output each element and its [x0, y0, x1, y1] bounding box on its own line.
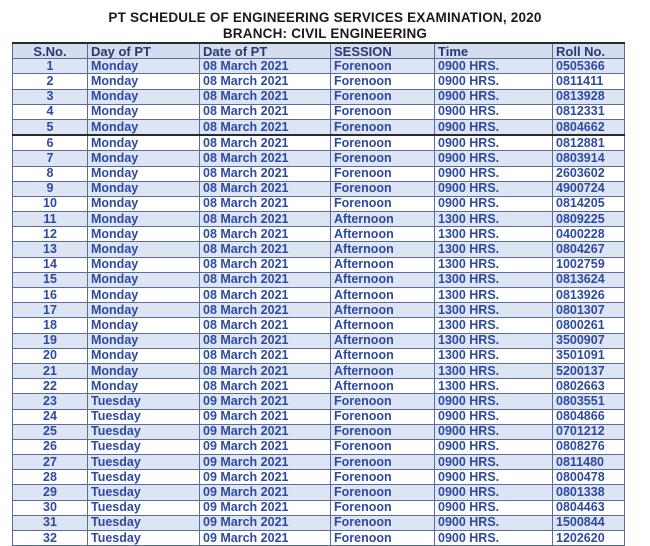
cell-day: Tuesday [88, 500, 200, 515]
cell-session: Afternoon [331, 227, 435, 242]
cell-roll-no: 0808276 [553, 439, 625, 454]
cell-day: Monday [88, 74, 200, 89]
cell-roll-no: 3500907 [553, 333, 625, 348]
cell-time: 1300 HRS. [435, 303, 553, 318]
cell-session: Afternoon [331, 333, 435, 348]
cell-sno: 20 [13, 348, 88, 363]
cell-session: Forenoon [331, 424, 435, 439]
cell-day: Tuesday [88, 409, 200, 424]
cell-day: Monday [88, 181, 200, 196]
cell-day: Tuesday [88, 394, 200, 409]
cell-day: Monday [88, 151, 200, 166]
cell-roll-no: 4900724 [553, 181, 625, 196]
cell-roll-no: 0802663 [553, 379, 625, 394]
table-row [13, 89, 625, 104]
cell-session: Afternoon [331, 288, 435, 303]
table-row [13, 272, 625, 287]
cell-day: Monday [88, 288, 200, 303]
cell-day: Monday [88, 119, 200, 135]
cell-day: Tuesday [88, 424, 200, 439]
cell-session: Forenoon [331, 470, 435, 485]
cell-session: Forenoon [331, 455, 435, 470]
cell-session: Forenoon [331, 151, 435, 166]
cell-date: 09 March 2021 [200, 439, 331, 454]
cell-sno: 15 [13, 272, 88, 287]
cell-session: Afternoon [331, 257, 435, 272]
cell-time: 0900 HRS. [435, 166, 553, 181]
cell-session: Forenoon [331, 409, 435, 424]
cell-roll-no: 3501091 [553, 348, 625, 363]
cell-session: Forenoon [331, 439, 435, 454]
cell-time: 0900 HRS. [435, 196, 553, 211]
schedule-title: PT SCHEDULE OF ENGINEERING SERVICES EXAMINATION, 2020 [108, 10, 542, 25]
cell-day: Monday [88, 135, 200, 151]
cell-time: 0900 HRS. [435, 409, 553, 424]
table-row [13, 181, 625, 196]
cell-sno: 22 [13, 379, 88, 394]
cell-sno: 11 [13, 212, 88, 227]
cell-date: 08 March 2021 [200, 74, 331, 89]
cell-day: Tuesday [88, 515, 200, 530]
schedule-body [13, 59, 625, 546]
cell-sno: 9 [13, 181, 88, 196]
cell-date: 09 March 2021 [200, 500, 331, 515]
cell-day: Monday [88, 379, 200, 394]
cell-roll-no: 0801307 [553, 303, 625, 318]
cell-sno: 12 [13, 227, 88, 242]
cell-roll-no: 0803551 [553, 394, 625, 409]
pt-schedule-table [12, 42, 625, 546]
cell-date: 08 March 2021 [200, 104, 331, 119]
cell-session: Afternoon [331, 272, 435, 287]
cell-date: 09 March 2021 [200, 470, 331, 485]
cell-sno: 17 [13, 303, 88, 318]
cell-session: Afternoon [331, 212, 435, 227]
cell-time: 1300 HRS. [435, 257, 553, 272]
cell-roll-no: 5200137 [553, 363, 625, 378]
table-row [13, 500, 625, 515]
table-row [13, 119, 625, 135]
table-row [13, 242, 625, 257]
cell-roll-no: 0813926 [553, 288, 625, 303]
cell-sno: 24 [13, 409, 88, 424]
cell-session: Forenoon [331, 59, 435, 74]
cell-roll-no: 1500844 [553, 515, 625, 530]
table-row [13, 257, 625, 272]
cell-time: 1300 HRS. [435, 333, 553, 348]
cell-sno: 27 [13, 455, 88, 470]
cell-session: Forenoon [331, 394, 435, 409]
cell-session: Forenoon [331, 531, 435, 546]
cell-session: Afternoon [331, 363, 435, 378]
table-row [13, 439, 625, 454]
cell-date: 08 March 2021 [200, 348, 331, 363]
table-row [13, 515, 625, 530]
table-row [13, 288, 625, 303]
cell-session: Forenoon [331, 119, 435, 135]
cell-sno: 10 [13, 196, 88, 211]
table-row [13, 74, 625, 89]
cell-date: 09 March 2021 [200, 515, 331, 530]
cell-sno: 8 [13, 166, 88, 181]
cell-time: 0900 HRS. [435, 59, 553, 74]
cell-sno: 29 [13, 485, 88, 500]
cell-session: Forenoon [331, 500, 435, 515]
cell-time: 1300 HRS. [435, 212, 553, 227]
cell-roll-no: 0814205 [553, 196, 625, 211]
cell-date: 08 March 2021 [200, 119, 331, 135]
table-row [13, 227, 625, 242]
cell-time: 1300 HRS. [435, 227, 553, 242]
cell-date: 08 March 2021 [200, 166, 331, 181]
cell-time: 0900 HRS. [435, 89, 553, 104]
cell-time: 0900 HRS. [435, 394, 553, 409]
cell-day: Tuesday [88, 439, 200, 454]
table-row [13, 333, 625, 348]
cell-sno: 23 [13, 394, 88, 409]
cell-day: Monday [88, 257, 200, 272]
table-row [13, 151, 625, 166]
column-header-roll-no: Roll No. [553, 43, 625, 59]
cell-date: 08 March 2021 [200, 196, 331, 211]
table-row [13, 485, 625, 500]
cell-session: Forenoon [331, 74, 435, 89]
table-row [13, 303, 625, 318]
table-row [13, 363, 625, 378]
cell-time: 0900 HRS. [435, 119, 553, 135]
cell-time: 0900 HRS. [435, 151, 553, 166]
cell-time: 0900 HRS. [435, 439, 553, 454]
cell-roll-no: 0804463 [553, 500, 625, 515]
cell-day: Tuesday [88, 531, 200, 546]
cell-sno: 21 [13, 363, 88, 378]
cell-sno: 7 [13, 151, 88, 166]
cell-sno: 31 [13, 515, 88, 530]
cell-date: 09 March 2021 [200, 424, 331, 439]
cell-session: Afternoon [331, 379, 435, 394]
cell-time: 1300 HRS. [435, 272, 553, 287]
cell-session: Forenoon [331, 104, 435, 119]
cell-roll-no: 2603602 [553, 166, 625, 181]
cell-roll-no: 0812331 [553, 104, 625, 119]
cell-date: 09 March 2021 [200, 409, 331, 424]
cell-roll-no: 0701212 [553, 424, 625, 439]
table-row [13, 379, 625, 394]
table-row [13, 196, 625, 211]
cell-date: 08 March 2021 [200, 303, 331, 318]
cell-time: 1300 HRS. [435, 363, 553, 378]
cell-session: Afternoon [331, 242, 435, 257]
cell-date: 09 March 2021 [200, 455, 331, 470]
table-row [13, 470, 625, 485]
cell-time: 1300 HRS. [435, 242, 553, 257]
table-row [13, 166, 625, 181]
table-row [13, 59, 625, 74]
cell-time: 0900 HRS. [435, 470, 553, 485]
column-header-time: Time [435, 43, 553, 59]
cell-day: Monday [88, 272, 200, 287]
cell-time: 0900 HRS. [435, 500, 553, 515]
cell-roll-no: 0800478 [553, 470, 625, 485]
cell-roll-no: 1002759 [553, 257, 625, 272]
cell-roll-no: 0803914 [553, 151, 625, 166]
cell-date: 08 March 2021 [200, 272, 331, 287]
cell-roll-no: 0812881 [553, 135, 625, 151]
cell-session: Forenoon [331, 135, 435, 151]
cell-sno: 1 [13, 59, 88, 74]
table-row [13, 424, 625, 439]
cell-time: 0900 HRS. [435, 515, 553, 530]
cell-session: Forenoon [331, 181, 435, 196]
cell-roll-no: 0813928 [553, 89, 625, 104]
cell-time: 0900 HRS. [435, 531, 553, 546]
table-row [13, 394, 625, 409]
cell-date: 08 March 2021 [200, 257, 331, 272]
table-row [13, 348, 625, 363]
cell-sno: 30 [13, 500, 88, 515]
cell-time: 1300 HRS. [435, 318, 553, 333]
cell-date: 08 March 2021 [200, 151, 331, 166]
cell-sno: 3 [13, 89, 88, 104]
cell-session: Forenoon [331, 515, 435, 530]
cell-time: 0900 HRS. [435, 181, 553, 196]
table-row [13, 455, 625, 470]
cell-roll-no: 0505366 [553, 59, 625, 74]
table-row [13, 212, 625, 227]
cell-sno: 5 [13, 119, 88, 135]
cell-roll-no: 0804662 [553, 119, 625, 135]
column-header-session: SESSION [331, 43, 435, 59]
column-header-date: Date of PT [200, 43, 331, 59]
cell-date: 09 March 2021 [200, 531, 331, 546]
cell-time: 0900 HRS. [435, 74, 553, 89]
cell-day: Monday [88, 303, 200, 318]
cell-day: Monday [88, 333, 200, 348]
cell-roll-no: 0804866 [553, 409, 625, 424]
cell-sno: 2 [13, 74, 88, 89]
column-header-sno: S.No. [13, 43, 88, 59]
cell-time: 0900 HRS. [435, 104, 553, 119]
cell-day: Tuesday [88, 470, 200, 485]
cell-day: Monday [88, 363, 200, 378]
cell-sno: 25 [13, 424, 88, 439]
cell-time: 0900 HRS. [435, 485, 553, 500]
cell-roll-no: 0809225 [553, 212, 625, 227]
cell-session: Afternoon [331, 318, 435, 333]
cell-roll-no: 1202620 [553, 531, 625, 546]
branch-title: BRANCH: CIVIL ENGINEERING [222, 26, 428, 41]
cell-roll-no: 0813624 [553, 272, 625, 287]
cell-roll-no: 0811411 [553, 74, 625, 89]
cell-date: 08 March 2021 [200, 212, 331, 227]
table-row [13, 531, 625, 546]
cell-sno: 4 [13, 104, 88, 119]
cell-session: Afternoon [331, 348, 435, 363]
cell-sno: 6 [13, 135, 88, 151]
cell-time: 1300 HRS. [435, 348, 553, 363]
cell-roll-no: 0801338 [553, 485, 625, 500]
cell-date: 08 March 2021 [200, 59, 331, 74]
cell-date: 08 March 2021 [200, 227, 331, 242]
cell-sno: 19 [13, 333, 88, 348]
cell-session: Forenoon [331, 166, 435, 181]
cell-date: 08 March 2021 [200, 333, 331, 348]
table-row [13, 104, 625, 119]
cell-date: 08 March 2021 [200, 89, 331, 104]
cell-sno: 18 [13, 318, 88, 333]
cell-sno: 13 [13, 242, 88, 257]
cell-roll-no: 0400228 [553, 227, 625, 242]
cell-roll-no: 0811480 [553, 455, 625, 470]
cell-date: 08 March 2021 [200, 288, 331, 303]
table-row [13, 409, 625, 424]
cell-time: 1300 HRS. [435, 288, 553, 303]
cell-sno: 14 [13, 257, 88, 272]
cell-sno: 16 [13, 288, 88, 303]
cell-time: 0900 HRS. [435, 424, 553, 439]
cell-session: Forenoon [331, 89, 435, 104]
cell-sno: 32 [13, 531, 88, 546]
cell-day: Monday [88, 242, 200, 257]
cell-date: 08 March 2021 [200, 379, 331, 394]
cell-date: 09 March 2021 [200, 485, 331, 500]
cell-date: 08 March 2021 [200, 135, 331, 151]
cell-date: 08 March 2021 [200, 318, 331, 333]
cell-day: Monday [88, 166, 200, 181]
cell-session: Forenoon [331, 196, 435, 211]
cell-day: Monday [88, 212, 200, 227]
cell-date: 08 March 2021 [200, 181, 331, 196]
cell-date: 08 March 2021 [200, 242, 331, 257]
cell-time: 0900 HRS. [435, 455, 553, 470]
header-row [13, 43, 625, 59]
cell-day: Monday [88, 104, 200, 119]
column-header-day: Day of PT [88, 43, 200, 59]
cell-date: 08 March 2021 [200, 363, 331, 378]
cell-roll-no: 0804267 [553, 242, 625, 257]
cell-day: Monday [88, 227, 200, 242]
table-row [13, 135, 625, 151]
cell-roll-no: 0800261 [553, 318, 625, 333]
cell-sno: 28 [13, 470, 88, 485]
cell-day: Monday [88, 59, 200, 74]
cell-day: Tuesday [88, 485, 200, 500]
cell-day: Monday [88, 89, 200, 104]
cell-day: Monday [88, 196, 200, 211]
cell-day: Tuesday [88, 455, 200, 470]
cell-sno: 26 [13, 439, 88, 454]
cell-day: Monday [88, 348, 200, 363]
cell-session: Forenoon [331, 485, 435, 500]
cell-session: Afternoon [331, 303, 435, 318]
cell-day: Monday [88, 318, 200, 333]
cell-time: 1300 HRS. [435, 379, 553, 394]
table-row [13, 318, 625, 333]
cell-time: 0900 HRS. [435, 135, 553, 151]
cell-date: 09 March 2021 [200, 394, 331, 409]
